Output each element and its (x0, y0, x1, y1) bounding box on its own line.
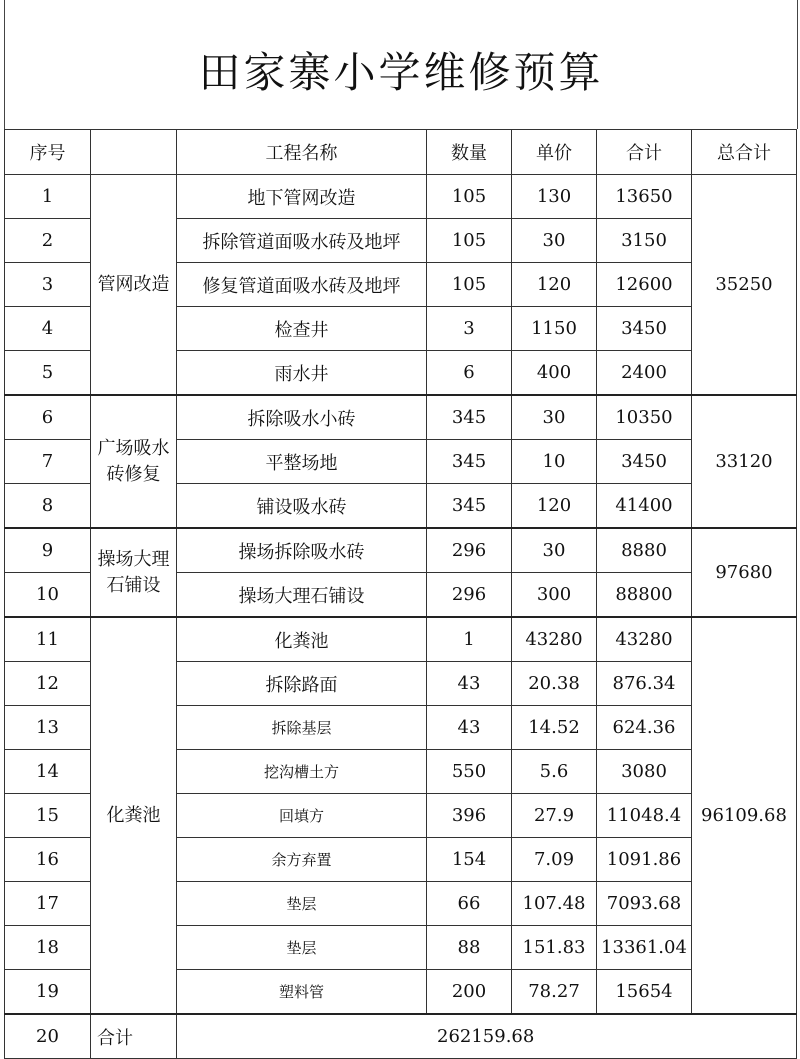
row-qty: 154 (427, 838, 512, 882)
group-label: 管网改造 (91, 175, 177, 396)
header-group (91, 130, 177, 175)
group-label: 化粪池 (91, 617, 177, 1014)
row-price: 7.09 (512, 838, 597, 882)
row-qty: 296 (427, 573, 512, 618)
row-no: 1 (5, 175, 91, 219)
row-qty: 296 (427, 528, 512, 573)
row-subtotal: 3150 (597, 219, 692, 263)
row-subtotal: 11048.4 (597, 794, 692, 838)
row-price: 300 (512, 573, 597, 618)
row-subtotal: 7093.68 (597, 882, 692, 926)
row-name: 雨水井 (177, 351, 427, 396)
row-name: 垫层 (177, 926, 427, 970)
row-name: 地下管网改造 (177, 175, 427, 219)
row-name: 铺设吸水砖 (177, 484, 427, 529)
row-qty: 3 (427, 307, 512, 351)
row-price: 10 (512, 440, 597, 484)
row-no: 14 (5, 750, 91, 794)
row-price: 43280 (512, 617, 597, 662)
row-no: 3 (5, 263, 91, 307)
table-row (5, 395, 797, 440)
row-subtotal: 8880 (597, 528, 692, 573)
row-subtotal: 12600 (597, 263, 692, 307)
row-price: 78.27 (512, 970, 597, 1015)
row-price: 20.38 (512, 662, 597, 706)
row-subtotal: 15654 (597, 970, 692, 1015)
row-no: 16 (5, 838, 91, 882)
row-qty: 66 (427, 882, 512, 926)
row-qty: 105 (427, 219, 512, 263)
row-price: 130 (512, 175, 597, 219)
row-price: 30 (512, 528, 597, 573)
group-total: 33120 (692, 395, 797, 528)
row-subtotal: 88800 (597, 573, 692, 618)
row-subtotal: 1091.86 (597, 838, 692, 882)
row-name: 垫层 (177, 882, 427, 926)
header-name: 工程名称 (177, 130, 427, 175)
header-qty: 数量 (427, 130, 512, 175)
row-qty: 105 (427, 175, 512, 219)
row-name: 操场拆除吸水砖 (177, 528, 427, 573)
row-qty: 1 (427, 617, 512, 662)
row-subtotal: 3080 (597, 750, 692, 794)
table-row (5, 528, 797, 573)
row-name: 修复管道面吸水砖及地坪 (177, 263, 427, 307)
row-no: 6 (5, 395, 91, 440)
total-row-no: 20 (5, 1014, 91, 1059)
row-price: 30 (512, 219, 597, 263)
row-price: 5.6 (512, 750, 597, 794)
row-price: 1150 (512, 307, 597, 351)
header-subtotal: 合计 (597, 130, 692, 175)
row-name: 操场大理石铺设 (177, 573, 427, 618)
row-subtotal: 876.34 (597, 662, 692, 706)
row-name: 余方弃置 (177, 838, 427, 882)
row-no: 13 (5, 706, 91, 750)
row-qty: 43 (427, 662, 512, 706)
row-subtotal: 3450 (597, 440, 692, 484)
row-price: 120 (512, 263, 597, 307)
row-subtotal: 41400 (597, 484, 692, 529)
row-no: 10 (5, 573, 91, 618)
row-price: 30 (512, 395, 597, 440)
row-qty: 200 (427, 970, 512, 1015)
row-name: 平整场地 (177, 440, 427, 484)
row-qty: 345 (427, 440, 512, 484)
group-total: 96109.68 (692, 617, 797, 1014)
group-total: 35250 (692, 175, 797, 396)
row-qty: 345 (427, 395, 512, 440)
row-name: 检查井 (177, 307, 427, 351)
row-price: 151.83 (512, 926, 597, 970)
row-subtotal: 13650 (597, 175, 692, 219)
header-total: 总合计 (692, 130, 797, 175)
row-name: 拆除路面 (177, 662, 427, 706)
row-qty: 43 (427, 706, 512, 750)
row-subtotal: 43280 (597, 617, 692, 662)
budget-table (4, 129, 797, 1059)
row-no: 11 (5, 617, 91, 662)
row-qty: 105 (427, 263, 512, 307)
row-name: 化粪池 (177, 617, 427, 662)
row-no: 8 (5, 484, 91, 529)
total-row (5, 1014, 797, 1059)
header-no: 序号 (5, 130, 91, 175)
row-qty: 396 (427, 794, 512, 838)
grand-total: 262159.68 (177, 1014, 797, 1059)
row-no: 17 (5, 882, 91, 926)
row-price: 400 (512, 351, 597, 396)
row-qty: 550 (427, 750, 512, 794)
row-qty: 345 (427, 484, 512, 529)
row-price: 27.9 (512, 794, 597, 838)
row-no: 4 (5, 307, 91, 351)
row-qty: 88 (427, 926, 512, 970)
row-no: 2 (5, 219, 91, 263)
group-total: 97680 (692, 528, 797, 617)
group-label: 操场大理 石铺设 (91, 528, 177, 617)
row-no: 9 (5, 528, 91, 573)
row-name: 拆除基层 (177, 706, 427, 750)
row-price: 107.48 (512, 882, 597, 926)
row-no: 7 (5, 440, 91, 484)
row-subtotal: 10350 (597, 395, 692, 440)
row-no: 19 (5, 970, 91, 1015)
row-no: 18 (5, 926, 91, 970)
row-name: 塑料管 (177, 970, 427, 1015)
total-row-label: 合计 (91, 1014, 177, 1059)
row-price: 14.52 (512, 706, 597, 750)
row-no: 12 (5, 662, 91, 706)
row-qty: 6 (427, 351, 512, 396)
row-name: 回填方 (177, 794, 427, 838)
row-name: 拆除管道面吸水砖及地坪 (177, 219, 427, 263)
row-name: 挖沟槽土方 (177, 750, 427, 794)
row-price: 120 (512, 484, 597, 529)
header-price: 单价 (512, 130, 597, 175)
row-name: 拆除吸水小砖 (177, 395, 427, 440)
table-row (5, 617, 797, 662)
title-area (4, 0, 798, 129)
table-header-row (5, 130, 797, 175)
page-title: 田家寨小学维修预算 (198, 48, 604, 97)
group-label: 广场吸水 砖修复 (91, 395, 177, 528)
row-no: 5 (5, 351, 91, 396)
row-subtotal: 13361.04 (597, 926, 692, 970)
row-subtotal: 2400 (597, 351, 692, 396)
row-no: 15 (5, 794, 91, 838)
table-row (5, 175, 797, 219)
row-subtotal: 3450 (597, 307, 692, 351)
row-subtotal: 624.36 (597, 706, 692, 750)
